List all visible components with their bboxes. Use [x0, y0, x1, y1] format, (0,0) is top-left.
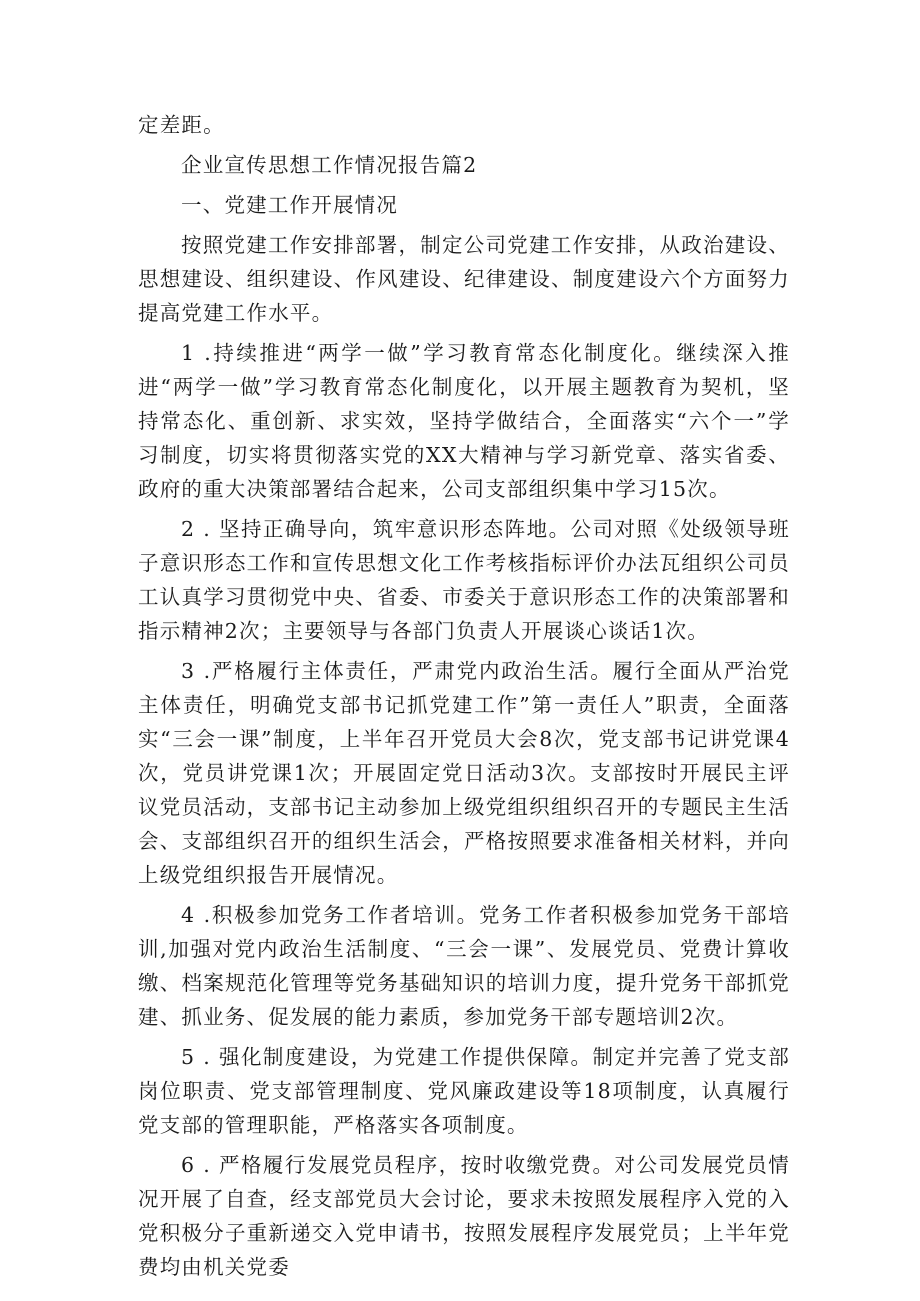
list-item: 3 .严格履行主体责任，严肃党内政治生活。履行全面从严治党主体责任，明确党支部书记抓党建工作”第一责任人”职责，全面落实“三会一课”制度，上半年召开党员大会8次，党支部书记讲党课4次，党员讲党课1次；开展固定党日活动3次。支部按时开展民主评议党员活动，支部书记主动参加上级党组织组织召开的专题民主生活会、支部组织召开的组织生活会，严格按照要求准备相关材料，并向上级党组织报告开展情况。 — [138, 659, 790, 887]
document-body — [138, 108, 790, 1284]
list-item: 5 . 强化制度建设，为党建工作提供保障。制定并完善了党支部岗位职责、党支部管理制度、党风廉政建设等18项制度，认真履行党支部的管理职能，严格落实各项制度。 — [138, 1045, 790, 1137]
continuation-text: 定差距。 — [138, 113, 225, 137]
list-item: 2 . 坚持正确导向，筑牢意识形态阵地。公司对照《处级领导班子意识形态工作和宣传思想文化工作考核指标评价办法瓦组织公司员工认真学习贯彻党中央、省委、市委关于意识形态工作的决策部署和指示精神2次；主要领导与各部门负责人开展谈心谈话1次。 — [138, 517, 790, 643]
list-item: 6 . 严格履行发展党员程序，按时收缴党费。对公司发展党员情况开展了自查，经支部党员大会讨论，要求未按照发展程序入党的入党积极分子重新递交入党申请书，按照发展程序发展党员；上半年党费均由机关党委 — [138, 1153, 790, 1279]
section-title: 企业宣传思想工作情况报告篇2 — [181, 153, 478, 177]
intro-paragraph: 按照党建工作安排部署，制定公司党建工作安排，从政治建设、思想建设、组织建设、作风建设、纪律建设、制度建设六个方面努力提高党建工作水平。 — [138, 233, 790, 325]
list-item: 1 .持续推进“两学一做”学习教育常态化制度化。继续深入推进“两学一做”学习教育常态化制度化，以开展主题教育为契机，坚持常态化、重创新、求实效，坚持学做结合，全面落实“六个一”学习制度，切实将贯彻落实党的XX大精神与学习新党章、落实省委、政府的重大决策部署结合起来，公司支部组织集中学习15次。 — [138, 341, 790, 501]
heading-party-building: 一、党建工作开展情况 — [181, 193, 399, 217]
list-item: 4 .积极参加党务工作者培训。党务工作者积极参加党务干部培训,加强对党内政治生活制度、“三会一课”、发展党员、党费计算收缴、档案规范化管理等党务基础知识的培训力度，提升党务干部抓党建、抓业务、促发展的能力素质，参加党务干部专题培训2次。 — [138, 903, 790, 1029]
